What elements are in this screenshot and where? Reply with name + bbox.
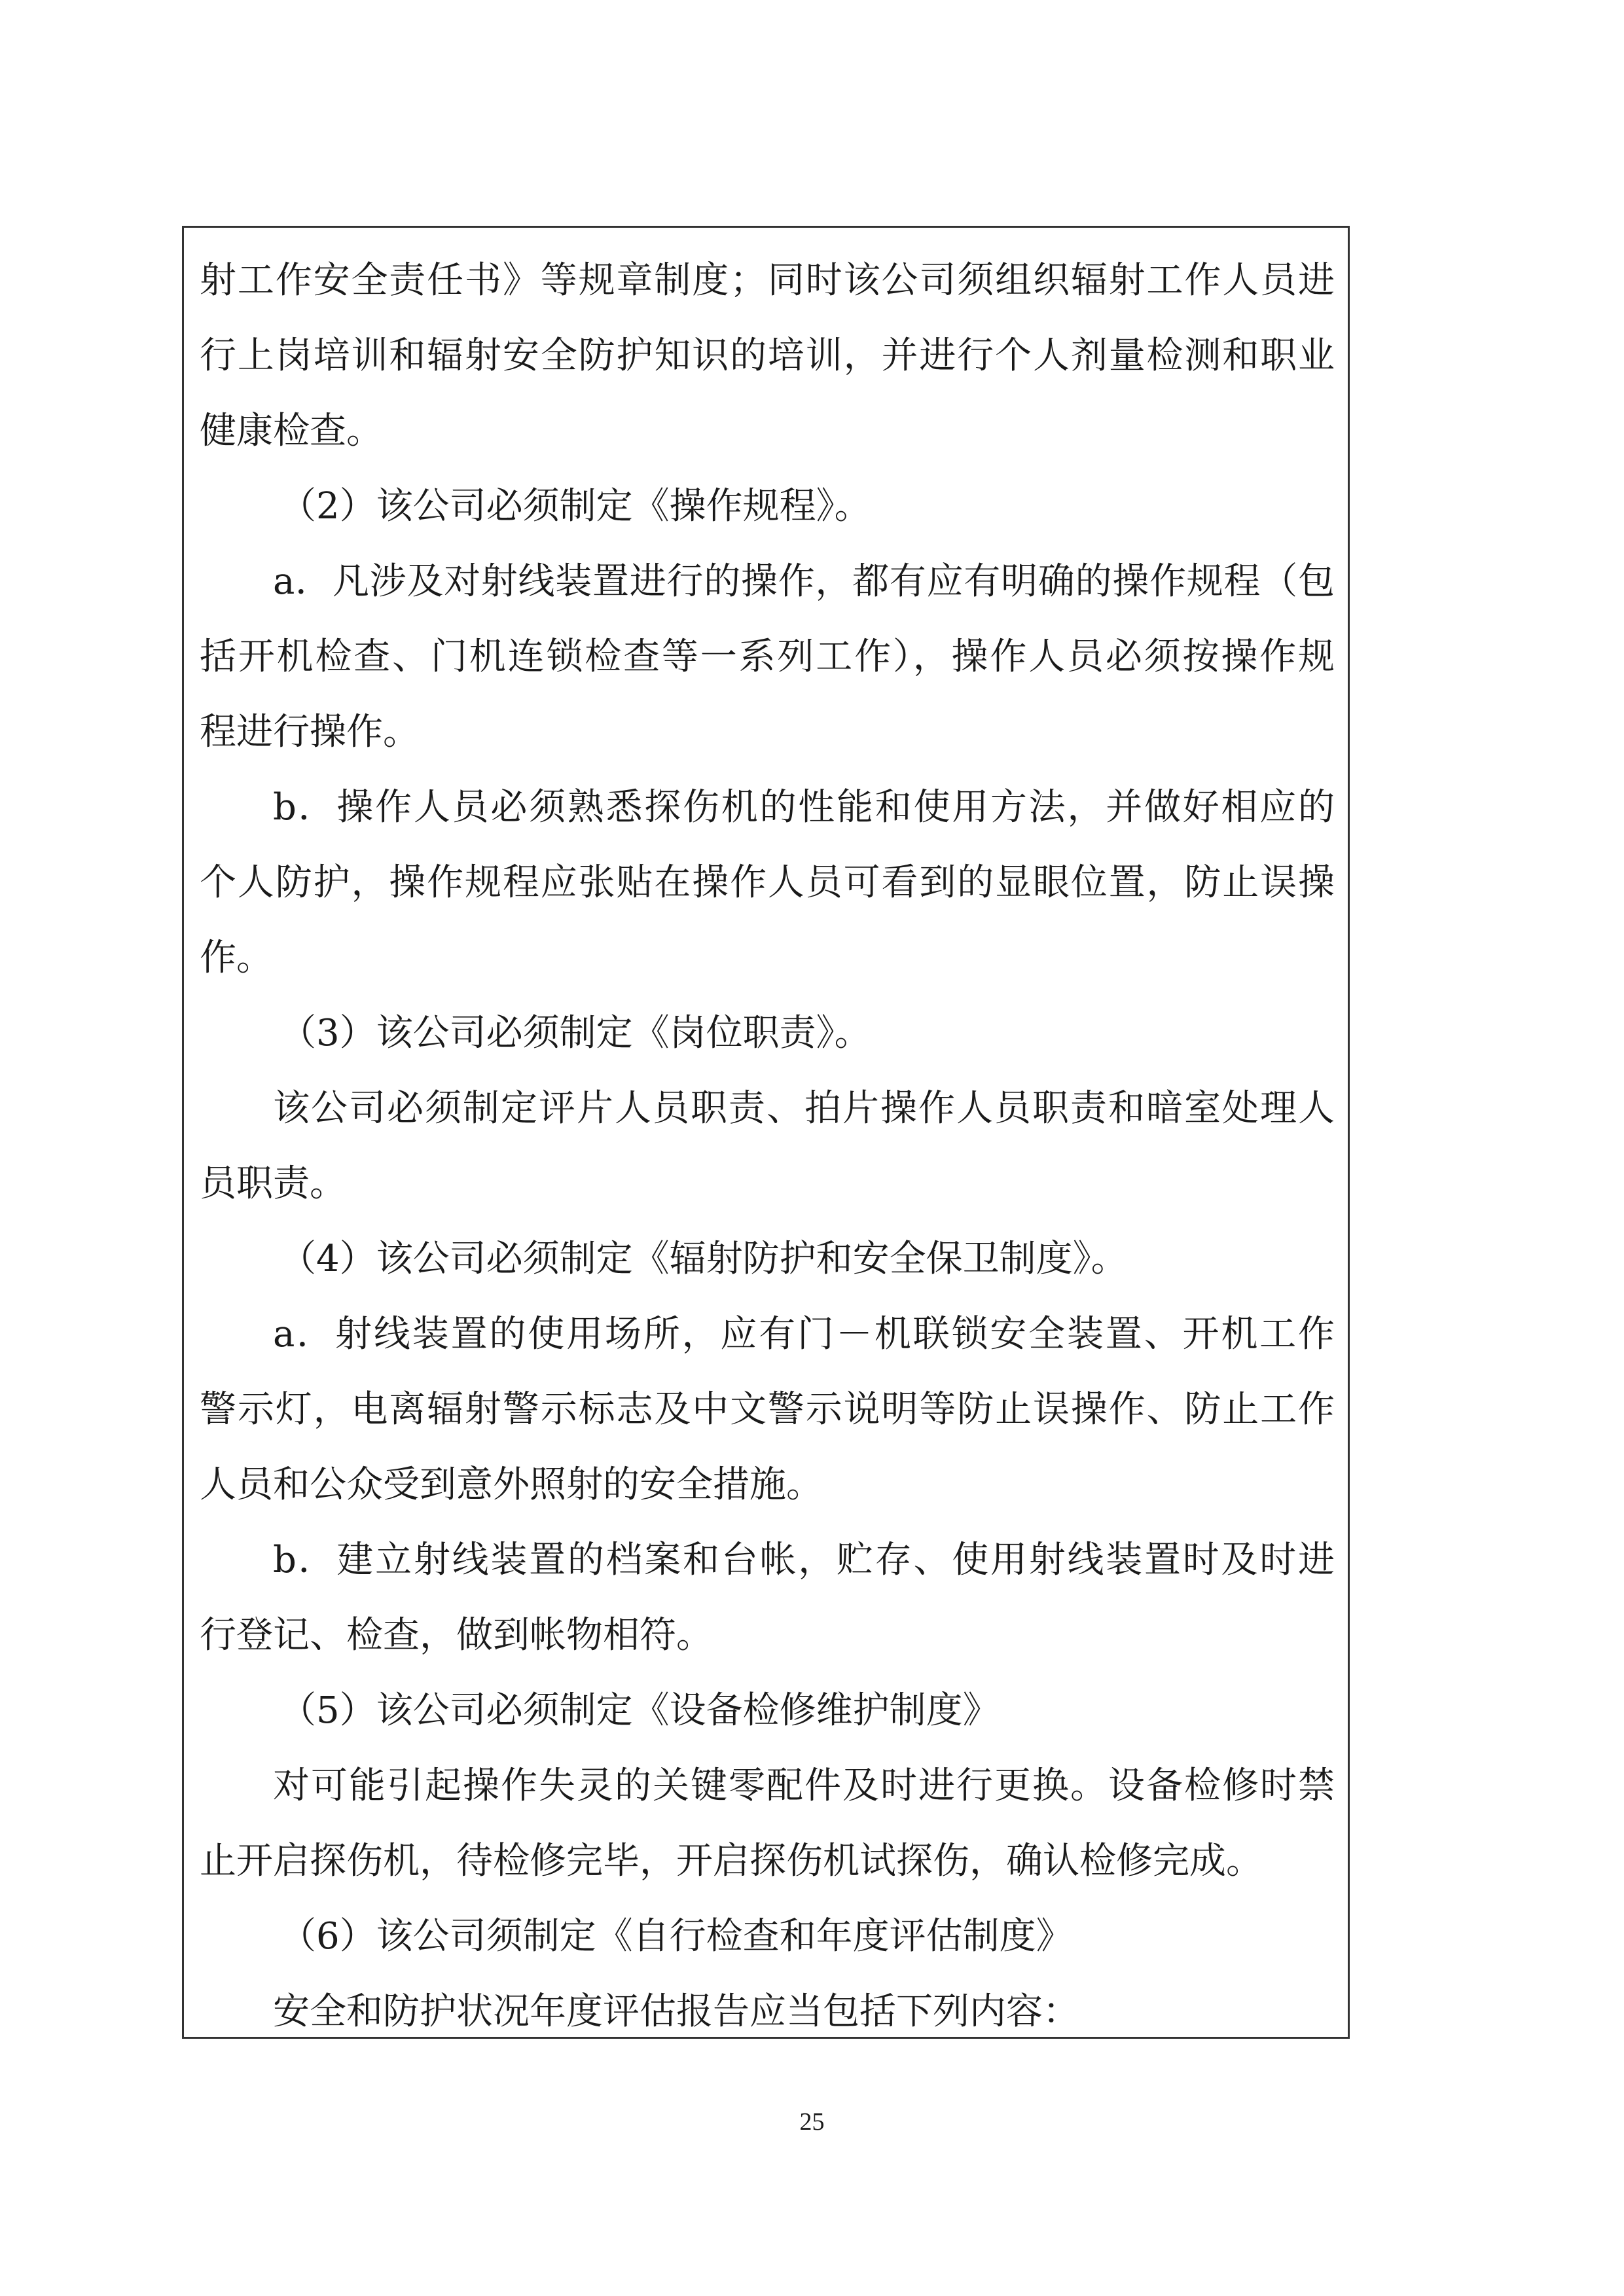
text-line: 作。 — [200, 937, 273, 979]
text-line: 程进行操作。 — [200, 711, 420, 753]
section-heading: （5）该公司必须制定《设备检修维护制度》 — [280, 1689, 1000, 1732]
text-line: a．凡涉及对射线装置进行的操作，都有应有明确的操作规程（包 — [273, 560, 1335, 603]
text-line: 警示灯，电离辐射警示标志及中文警示说明等防止误操作、防止工作 — [200, 1388, 1335, 1431]
content-frame — [182, 226, 1350, 2039]
text-line: b．操作人员必须熟悉探伤机的性能和使用方法，并做好相应的 — [273, 786, 1335, 829]
text-line: 健康检查。 — [200, 410, 383, 452]
text-line: 行登记、检查，做到帐物相符。 — [200, 1614, 713, 1657]
text-line: a．射线装置的使用场所，应有门－机联锁安全装置、开机工作 — [273, 1313, 1335, 1355]
text-line: 射工作安全责任书》等规章制度；同时该公司须组织辐射工作人员进 — [200, 259, 1335, 302]
text-line: 该公司必须制定评片人员职责、拍片操作人员职责和暗室处理人 — [273, 1087, 1335, 1130]
text-line: b．建立射线装置的档案和台帐，贮存、使用射线装置时及时进 — [273, 1539, 1335, 1581]
section-heading: （2）该公司必须制定《操作规程》。 — [280, 485, 871, 528]
text-line: 括开机检查、门机连锁检查等一系列工作），操作人员必须按操作规 — [200, 636, 1335, 678]
section-heading: （3）该公司必须制定《岗位职责》。 — [280, 1012, 871, 1054]
text-line: 止开启探伤机，待检修完毕，开启探伤机试探伤，确认检修完成。 — [200, 1840, 1263, 1882]
text-line: 人员和公众受到意外照射的安全措施。 — [200, 1463, 823, 1506]
text-line: 个人防护，操作规程应张贴在操作人员可看到的显眼位置，防止误操 — [200, 861, 1335, 904]
text-line: 安全和防护状况年度评估报告应当包括下列内容： — [273, 1990, 1079, 2033]
text-line: 员职责。 — [200, 1162, 346, 1205]
text-line: 对可能引起操作失灵的关键零配件及时进行更换。设备检修时禁 — [273, 1765, 1335, 1807]
section-heading: （6）该公司须制定《自行检查和年度评估制度》 — [280, 1915, 1073, 1958]
text-line: 行上岗培训和辐射安全防护知识的培训，并进行个人剂量检测和职业 — [200, 334, 1335, 377]
document-body — [200, 243, 1335, 2049]
page-number: 25 — [799, 2108, 825, 2136]
section-heading: （4）该公司必须制定《辐射防护和安全保卫制度》。 — [280, 1238, 1128, 1280]
